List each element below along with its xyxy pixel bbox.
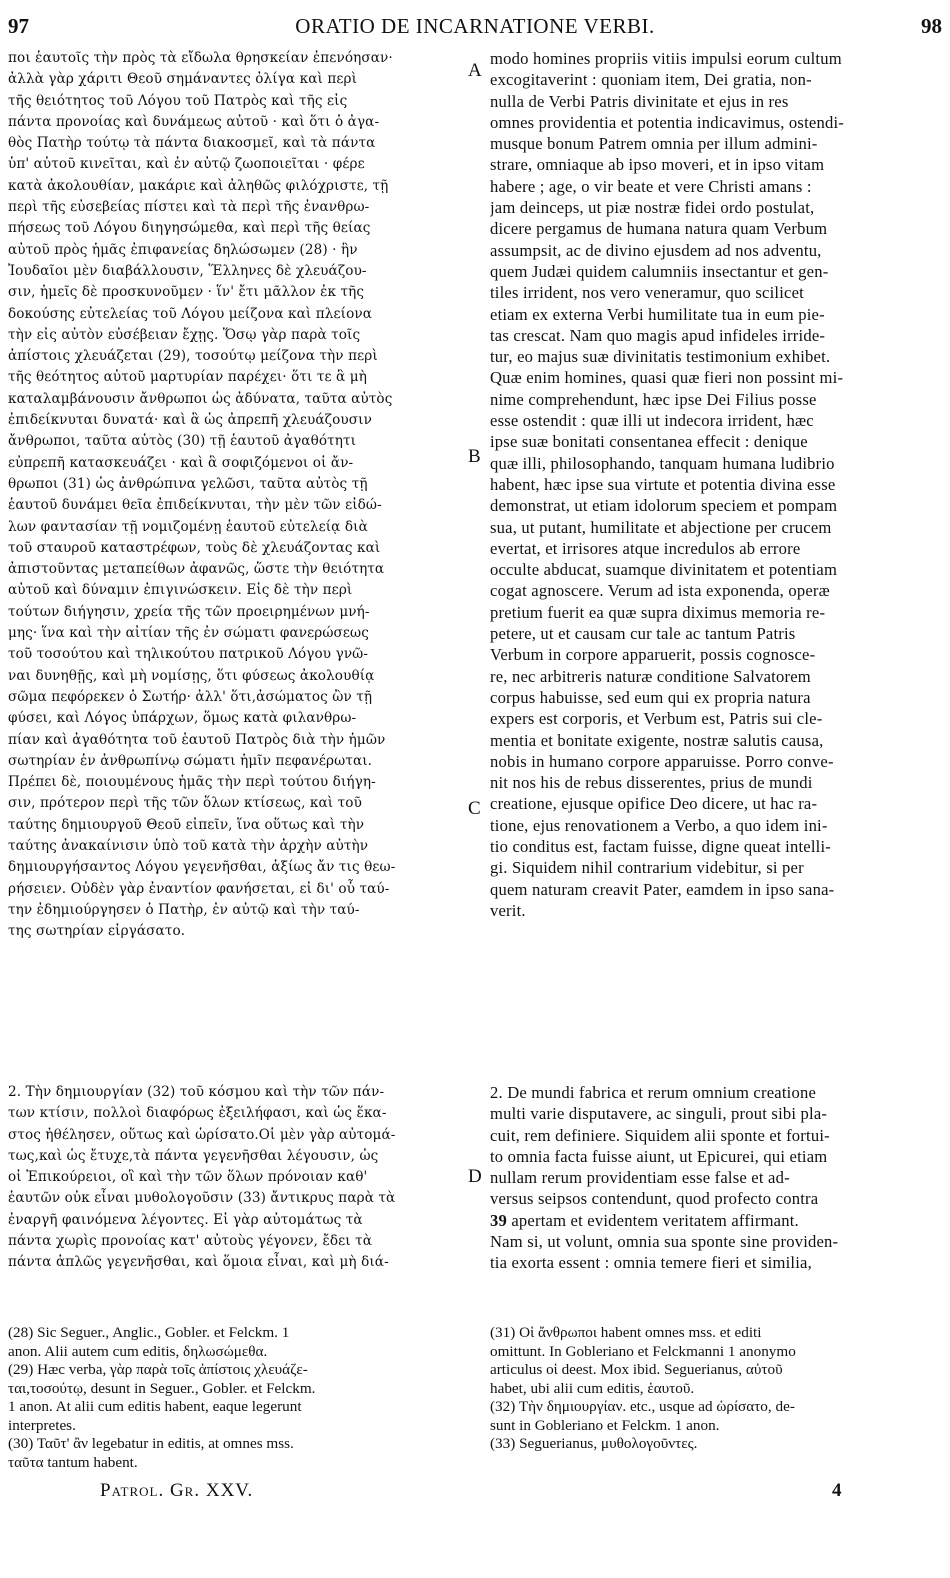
footnote-line: (29) Hæc verba, γὰρ παρὰ τοῖς ἀπίστοις χλευάζε- <box>8 1361 308 1378</box>
footnote-line: 1 anon. At alii cum editis habent, eaque legerunt <box>8 1398 302 1415</box>
latin-text-line: musque bonum Patrem omnia per illum admini- <box>490 134 818 154</box>
footnote-line: (33) Seguerianus, μυθολογοῦντες. <box>490 1435 698 1452</box>
latin-text-line: jam deinceps, ut piæ nostræ fidei ordo postulat, <box>490 198 815 218</box>
greek-text-line: ἀπίστοις χλευάζεται (29), τοσούτῳ μείζονα τὴν περὶ <box>8 348 378 365</box>
greek-text-line: ἐναργῆ φαινόμενα λέγοντες. Εἰ γὰρ αὐτομάτως τὰ <box>8 1211 363 1228</box>
footnote-line: habet, ubi alii cum editis, ἑαυτοῦ. <box>490 1379 695 1397</box>
footnote-line: (31) Οἱ ἄνθρωποι habent omnes mss. et editi <box>490 1324 762 1341</box>
greek-text-line: δημιουργήσαντος Λόγου γεγενῆσθαι, ἀξίως ἄν τις θεω- <box>8 859 396 876</box>
latin-text-line: ipse suæ bonitati consentanea effecit : denique <box>490 432 808 452</box>
greek-text-line: θρωποι (31) ὡς ἀνθρώπινα γελῶσι, ταῦτα αὐτὸς τῇ <box>8 475 368 492</box>
section-marker-b: B <box>468 446 481 467</box>
latin-text-line: nobis in humano corpore apparuisse. Porro conve- <box>490 751 834 771</box>
section-marker-a: A <box>468 60 482 81</box>
latin-text-line: re, nec arbitreris naturæ conditione Salvatorem <box>490 666 811 686</box>
greek-text-line: Πρέπει δὲ, ποιουμένους ἡμᾶς τὴν περὶ τούτου διήγη- <box>8 774 376 791</box>
greek-text-line: τως,καὶ ὡς ἔτυχε,τὰ πάντα γεγενῆσθαι λέγουσιν, ὡς <box>8 1147 379 1164</box>
latin-text-line: nime comprehendunt, hæc ipse Dei Filius posse <box>490 389 817 409</box>
latin-text-line: etiam ex externa Verbi humilitate tua in eum pie- <box>490 304 825 324</box>
latin-text-line: omnes providentia et potentia indicavimus, ostendi- <box>490 112 844 132</box>
greek-text-line: τοῦ τοσούτου καὶ τηλικούτου πατρικοῦ Λόγου γνῶ- <box>8 646 369 663</box>
greek-text-line: τῆς θεότητος αὐτοῦ μαρτυρίαν παρέχει· ὅτι τε ἃ μὴ <box>8 369 367 386</box>
running-header <box>8 14 942 44</box>
greek-text-line: τὴν εἰς αὐτὸν εὐσέβειαν ἔχῃς. Ὅσῳ γὰρ παρὰ τοῖς <box>8 326 361 343</box>
footnote-line: (28) Sic Seguer., Anglic., Gobler. et Felckm. 1 <box>8 1324 290 1341</box>
latin-text-line <box>490 1210 942 1231</box>
latin-text-line: to omnia facta fuisse aiunt, ut Epicurei, qui etiam <box>490 1146 828 1166</box>
latin-text-line: corpus habuisse, sed eum qui ex propria natura <box>490 687 811 707</box>
latin-text-line: esse ostendit : quæ illi ut indecora irrident, hæc <box>490 411 814 431</box>
latin-text-line: nullam rerum providentiam esse false et ad- <box>490 1168 790 1188</box>
latin-text-line: excogitaverint : quoniam item, Dei gratia, non- <box>490 70 812 90</box>
greek-text-line: ταύτης ἀνακαίνισιν ὑπὸ τοῦ κατὰ τὴν ἀρχὴν αὐτὴν <box>8 837 369 854</box>
greek-text-line: πήσεως τοῦ Λόγου διηγησώμεθα, καὶ περὶ τῆς θείας <box>8 220 371 237</box>
greek-text-line: εὐπρεπῆ κατασκευάζει · καὶ ἃ σοφιζόμενοι οἱ ἄν- <box>8 454 354 471</box>
latin-text-line: multi varie disputavere, ac singuli, prout sibi pla- <box>490 1104 828 1124</box>
greek-text-line: την ἐδημιούργησεν ὁ Πατὴρ, ἐν αὐτῷ καὶ τὴν ταύ- <box>8 901 360 918</box>
greek-text-line: αὐτοῦ καὶ δύναμιν ἐπιγινώσκειν. Εἰς δὲ τὴν περὶ <box>8 582 353 599</box>
latin-column-top <box>490 48 942 921</box>
latin-text-line: nit nos his de rebus disserentes, prius de mundi <box>490 773 813 793</box>
greek-text-line: πάντα ἁπλῶς γεγενῆσθαι, καὶ ὅμοια εἶναι, καὶ μὴ διά- <box>8 1254 389 1271</box>
latin-column-bottom <box>490 1082 942 1274</box>
footnote-line: interpretes. <box>8 1416 76 1434</box>
greek-text-line: ἀλλὰ γὰρ χάριτι Θεοῦ σημάναντες ὀλίγα καὶ περὶ <box>8 71 358 88</box>
greek-text-line: ταύτης δημιουργοῦ Θεοῦ εἰπεῖν, ἵνα οὕτως καὶ τὴν <box>8 816 365 833</box>
greek-text-line: καταλαμβάνουσιν ἄνθρωποι ὡς ἀδύνατα, ταῦτα αὐτὸς <box>8 390 393 407</box>
greek-column-bottom <box>8 1082 464 1274</box>
footer-series-label: Patrol. Gr. XXV. <box>100 1480 254 1501</box>
greek-text-line: ἄνθρωποι, ταῦτα αὐτὸς (30) τῇ ἑαυτοῦ ἀγαθότητι <box>8 433 357 450</box>
latin-text-line: habere ; age, o vir beate et vere Christi amans : <box>490 176 812 196</box>
latin-text-line: dicere pergamus de humana natura quam Verbum <box>490 219 828 239</box>
greek-text-line: κατὰ ἀκολουθίαν, μακάριε καὶ ἀληθῶς φιλόχριστε, τῇ <box>8 177 389 194</box>
footnote-line: ται,τοσούτῳ, desunt in Seguer., Gobler. et Felckm. <box>8 1379 316 1397</box>
latin-text-line: verit. <box>490 900 526 920</box>
latin-text-line: habent, hæc ipse sua virtute et potentia divina esse <box>490 474 836 494</box>
footnote-line: articulus οἱ deest. Mox ibid. Seguerianus, αὐτοῦ <box>490 1361 783 1378</box>
latin-text-line: quæ illi, philosophando, tanquam humana ludibrio <box>490 453 835 473</box>
greek-text-line: φύσει, καὶ Λόγος ὑπάρχων, ὅμως κατὰ φιλανθρω- <box>8 710 357 727</box>
greek-text-line: ἀπιστοῦντας μεταπείθων ἀφανῶς, ὥστε τὴν θειότητα <box>8 561 385 578</box>
latin-text-line: tione, ejus renovationem a Verbo, a quo idem ini- <box>490 815 828 835</box>
latin-text-line: versus seipsos contendunt, quod profecto contra <box>490 1189 819 1209</box>
greek-text-line: ρήσειεν. Οὐδὲν γὰρ ἐναντίον φανήσεται, εἰ δι' οὗ ταύ- <box>8 880 390 897</box>
greek-text-line: ναι δυνηθῇς, καὶ μὴ νομίσῃς, ὅτι φύσεως ἀκολουθίᾳ <box>8 667 375 684</box>
latin-text-line: petere, ut et causam cur tale ac tantum Patris <box>490 624 796 644</box>
latin-text-line: quem naturam creavit Pater, eamdem in ipso sana- <box>490 879 835 899</box>
latin-text-line: tio conditus est, factam fuisse, digne queat intelli- <box>490 836 832 856</box>
greek-text-line: σιν, ἡμεῖς δὲ προσκυνοῦμεν · ἵν' ἔτι μᾶλλον ἐκ τῆς <box>8 284 365 301</box>
greek-text-line: οἱ Ἐπικούρειοι, οἳ καὶ τὴν τῶν ὅλων πρόνοιαν καθ' <box>8 1169 368 1186</box>
greek-text-line: ποι ἑαυτοῖς τὴν πρὸς τὰ εἴδωλα θρησκείαν ἐπενόησαν· <box>8 50 393 66</box>
footnote-line: omittunt. In Gobleriano et Felckmanni 1 anonymo <box>490 1342 796 1360</box>
greek-column-top <box>8 48 464 942</box>
latin-text-line: pretium fuerit ea quæ supra diximus memoria re- <box>490 602 826 622</box>
latin-text-line: quem Judæi quidem calumniis insectantur et gen- <box>490 261 829 281</box>
latin-text-line: demonstrat, ut etiam idolorum speciem et pompam <box>490 496 838 516</box>
greek-text-line: δοκούσης εὐτελείας τοῦ Λόγου μείζονα καὶ πλείονα <box>8 305 373 322</box>
latin-text-line: tas crescat. Nam quo magis apud infideles irride- <box>490 325 826 345</box>
greek-text-line: τούτων διήγησιν, χρεία τῆς τῶν προειρημένων μνή- <box>8 603 370 620</box>
column-number: 39 <box>490 1210 507 1230</box>
latin-text-line: modo homines propriis vitiis impulsi eorum cultum <box>490 49 842 68</box>
greek-text-line: αὐτοῦ πρὸς ἡμᾶς ἐπιφανείας δηλώσωμεν (28) · ἣν <box>8 241 358 258</box>
greek-text-line: σῶμα πεφόρεκεν ὁ Σωτήρ· ἀλλ' ὅτι,ἀσώματος ὢν τῇ <box>8 688 373 705</box>
signature-mark: 4 <box>832 1480 842 1501</box>
greek-text-line: πάντα προνοίας καὶ δυνάμεως αὐτοῦ · καὶ ὅτι ὁ ἀγα- <box>8 113 380 130</box>
latin-text-line: nulla de Verbi Patris divinitate et ejus in res <box>490 91 789 111</box>
latin-text-line: strare, omniaque ab ipso moveri, et in ipso vitam <box>490 155 825 175</box>
greek-text-line: των κτίσιν, πολλοὶ διαφόρως ἐξειλήφασι, καὶ ὡς ἕκα- <box>8 1105 387 1122</box>
latin-text-line: gi. Siquidem nihil contrarium videbitur, si per <box>490 858 804 878</box>
page-number-right: 98 <box>921 14 942 38</box>
greek-text-line: της σωτηρίαν εἰργάσατο. <box>8 923 186 940</box>
greek-text-line: πάντα χωρὶς προνοίας κατ' αὐτοὺς γέγονεν, ἔδει τὰ <box>8 1233 373 1250</box>
footnote-line: ταῦτα tantum habent. <box>8 1453 138 1471</box>
greek-text-line: ἑαυτῶν οὐκ εἶναι μυθολογοῦσιν (33) ἄντικρυς παρὰ τὰ <box>8 1190 396 1207</box>
latin-text-line: tia exorta essent : omnia temere fieri et similia, <box>490 1253 812 1273</box>
footnote-line: (32) Τὴν δημιουργίαν. etc., usque ad ὡρίσατο, de- <box>490 1398 795 1415</box>
greek-text-line: ἐπιδείκνυται δυνατά· καὶ ἃ ὡς ἀπρεπῆ χλευάζουσιν <box>8 412 372 429</box>
latin-text-line: sua, ut putant, humilitate et abjectione per crucem <box>490 517 832 537</box>
footnotes-left <box>8 1324 468 1472</box>
greek-text-line: Ἰουδαῖοι μὲν διαβάλλουσιν, Ἕλληνες δὲ χλευάζου- <box>8 262 367 279</box>
footnotes-right <box>490 1324 942 1454</box>
greek-text-line: τῆς θειότητος τοῦ Λόγου τοῦ Πατρὸς καὶ τῆς εἰς <box>8 92 348 109</box>
greek-text-line: ὑπ' αὐτοῦ κινεῖται, καὶ ἐν αὐτῷ ζωοποιεῖται · φέρε <box>8 156 365 173</box>
latin-text-line: cuit, rem definiere. Siquidem alii sponte et fortui- <box>490 1125 830 1145</box>
page-footer <box>0 1480 950 1508</box>
greek-text-line: σιν, πρότερον περὶ τῆς τῶν ὅλων κτίσεως, καὶ τοῦ <box>8 795 362 812</box>
latin-text-line: Quæ enim homines, quasi quæ fieri non possint mi- <box>490 368 844 388</box>
greek-text-line: στος ἠθέλησεν, οὕτως καὶ ὡρίσατο.Οἱ μὲν γὰρ αὐτομά- <box>8 1126 396 1143</box>
greek-text-line: τοῦ σταυροῦ καταστρέφων, τοὺς δὲ χλευάζοντας καὶ <box>8 539 381 556</box>
greek-text-line: πίαν καὶ ἀγαθότητα τοῦ ἑαυτοῦ Πατρὸς διὰ τὴν ἡμῶν <box>8 731 386 748</box>
section-marker-c: C <box>468 798 481 819</box>
latin-text-line: expers est corporis, et Verbum est, Patris sui cle- <box>490 709 823 729</box>
greek-text-line: περὶ τῆς εὐσεβείας πίστει καὶ τὰ περὶ τῆς ἐνανθρω- <box>8 199 370 216</box>
latin-text-line: occulte abducat, suamque divinitatem et potentiam <box>490 560 838 580</box>
section-marker-d: D <box>468 1166 482 1187</box>
latin-text-line: cogat agnoscere. Verum ad ista exponenda, operæ <box>490 581 830 601</box>
latin-text-line: tiles irrident, nos vero veneramur, quo scilicet <box>490 283 804 303</box>
latin-text-line: evertat, et irrisores atque incredulos ab errore <box>490 538 801 558</box>
running-title: ORATIO DE INCARNATIONE VERBI. <box>295 14 655 38</box>
greek-text-line: μης· ἵνα καὶ τὴν αἰτίαν τῆς ἐν σώματι φανερώσεως <box>8 625 369 642</box>
latin-text-line: Nam si, ut volunt, omnia sua sponte sine providen- <box>490 1232 839 1252</box>
page-number-left: 97 <box>8 14 29 38</box>
greek-text-line: 2. Τὴν δημιουργίαν (32) τοῦ κόσμου καὶ τὴν τῶν πάν- <box>8 1084 385 1100</box>
latin-text-line: mentia et bonitate exigente, nostræ salutis causa, <box>490 730 824 750</box>
footnote-line: (30) Ταῦτ' ἂν legebatur in editis, at omnes mss. <box>8 1435 294 1452</box>
latin-text-line: creatione, ejusque opifice Deo dicere, ut hac ra- <box>490 794 818 814</box>
greek-text-line: σωτηρίαν ἐν ἀνθρωπίνῳ σώματι ἡμῖν πεφανέρωται. <box>8 752 373 769</box>
footnote-line: sunt in Gobleriano et Felckm. 1 anon. <box>490 1416 720 1434</box>
latin-text-line: Verbum in corpore apparuerit, possis cognosce- <box>490 645 816 665</box>
latin-text-line: tur, eo majus suæ divinitatis testimonium exhibet. <box>490 347 831 367</box>
footnote-line: anon. Alii autem cum editis, δηλωσώμεθα. <box>8 1342 268 1360</box>
greek-text-line: λων φαντασίαν τῇ νομιζομένῃ ἑαυτοῦ εὐτελείᾳ διὰ <box>8 518 368 535</box>
latin-text-line: assumpsit, ac de divino ejusdem ad nos adventu, <box>490 240 822 260</box>
greek-text-line: ἑαυτοῦ δυνάμει θεῖα ἐπιδείκνυται, τὴν μὲν τῶν εἰδώ- <box>8 497 382 514</box>
greek-text-line: θὸς Πατὴρ τούτῳ τὰ πάντα διακοσμεῖ, καὶ τὰ πάντα <box>8 135 376 152</box>
latin-text-fragment: apertam et evidentem veritatem affirmant. <box>507 1210 799 1230</box>
latin-text-line: 2. De mundi fabrica et rerum omnium creatione <box>490 1083 817 1102</box>
